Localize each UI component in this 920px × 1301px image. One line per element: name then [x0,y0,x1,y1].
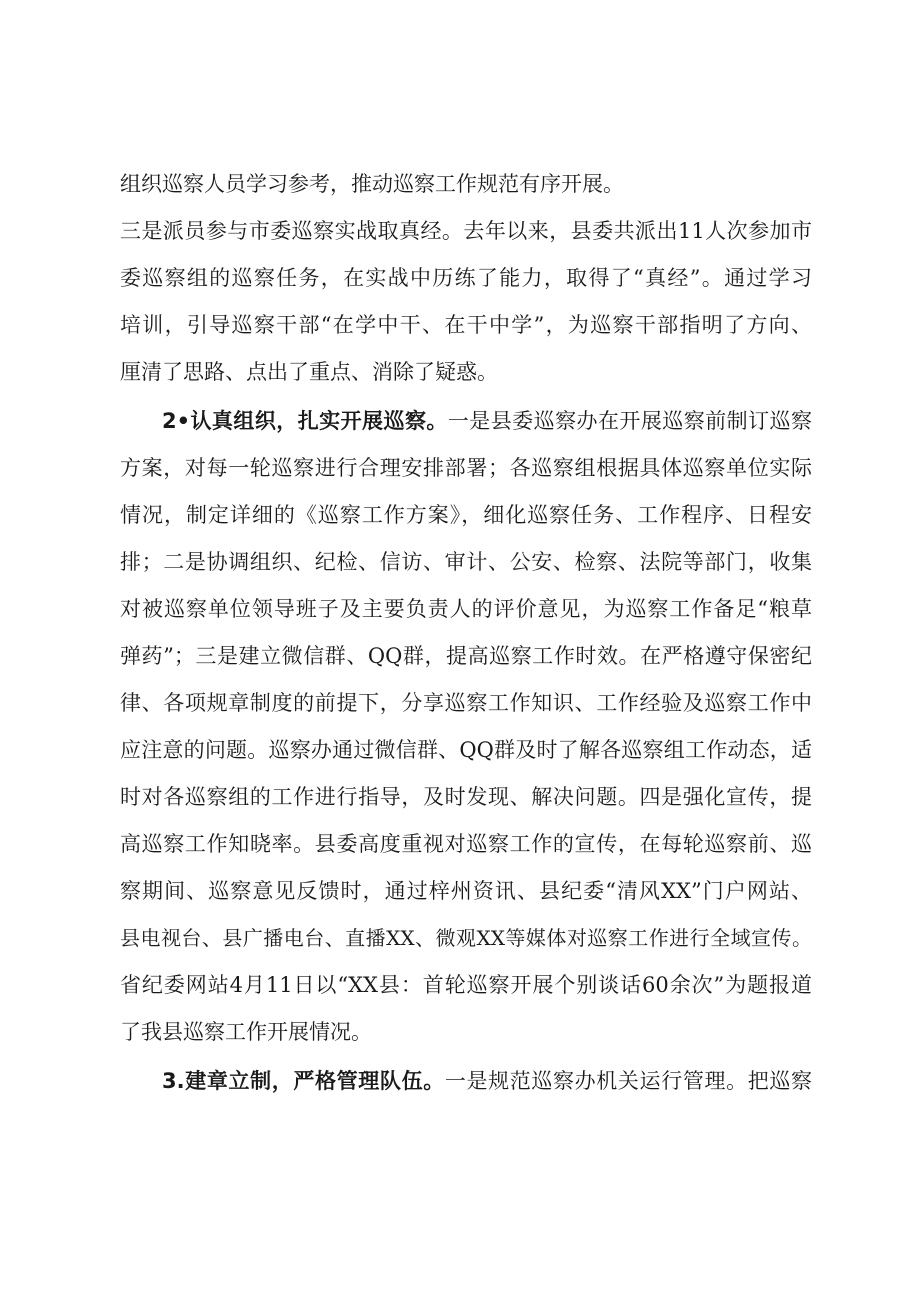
paragraph-line: 弹药”；三是建立微信群、QQ群，提高巡察工作时效。在严格遵守保密纪 [120,644,812,668]
paragraph-line: 培训，引导巡察干部“在学中干、在干中学”，为巡察干部指明了方向、 [120,313,812,337]
section-2-first-line [162,405,812,437]
paragraph-line: 应注意的问题。巡察办通过微信群、QQ群及时了解各巡察组工作动态，适 [120,738,812,762]
paragraph-line: 情况，制定详细的《巡察工作方案》，细化巡察任务、工作程序、日程安 [120,503,812,527]
paragraph-line: 排；二是协调组织、纪检、信访、审计、公安、检察、法院等部门，收集 [120,550,812,574]
section-2-heading: 2•认真组织，扎实开展巡察。 [162,409,448,433]
paragraph-line: 县电视台、县广播电台、直播XX、微观XX等媒体对巡察工作进行全域宣传。 [120,926,812,950]
paragraph-line: 察期间、巡察意见反馈时，通过梓州资讯、县纪委“清风XX”门户网站、 [120,879,812,903]
paragraph-line: 省纪委网站4月11日以“XX县：首轮巡察开展个别谈话60余次”为题报道 [120,973,812,997]
section-3-first-line [162,1065,812,1097]
paragraph-line: 时对各巡察组的工作进行指导，及时发现、解决问题。四是强化宣传，提 [120,785,812,809]
section-3-heading: 3.建章立制，严格管理队伍。 [162,1069,445,1093]
paragraph-line: 律、各项规章制度的前提下，分享巡察工作知识、工作经验及巡察工作中 [120,691,812,715]
paragraph-line: 对被巡察单位领导班子及主要负责人的评价意见，为巡察工作备足“粮草 [120,597,812,621]
paragraph-line: 高巡察工作知晓率。县委高度重视对巡察工作的宣传，在每轮巡察前、巡 [120,832,812,856]
paragraph-line: 委巡察组的巡察任务，在实战中历练了能力，取得了“真经”。通过学习 [120,266,812,290]
paragraph-line: 了我县巡察工作开展情况。 [120,1020,372,1044]
paragraph-line: 一是县委巡察办在开展巡察前制订巡察 [447,409,812,433]
paragraph-line: 组织巡察人员学习参考，推动巡察工作规范有序开展。 [120,172,624,196]
paragraph-line: 厘清了思路、点出了重点、消除了疑惑。 [120,360,498,384]
paragraph-line: 三是派员参与市委巡察实战取真经。去年以来，县委共派出11人次参加市 [120,219,812,243]
paragraph-line: 方案，对每一轮巡察进行合理安排部署；各巡察组根据具体巡察单位实际 [120,456,812,480]
paragraph-line: 一是规范巡察办机关运行管理。把巡察 [444,1069,812,1093]
